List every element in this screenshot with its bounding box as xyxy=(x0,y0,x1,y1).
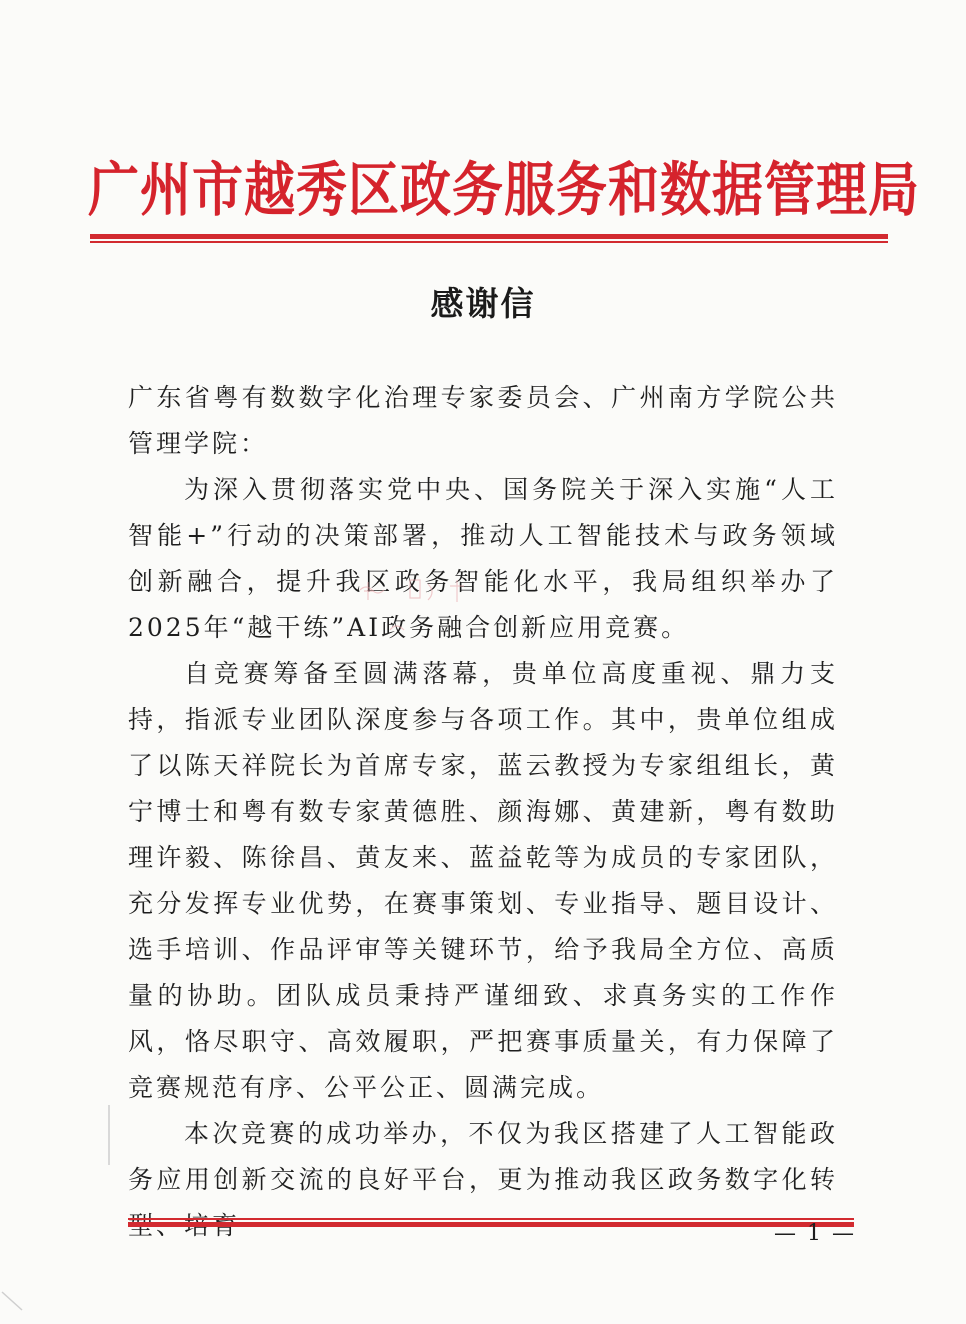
letter-paragraph-3: 本次竞赛的成功举办，不仅为我区搭建了人工智能政务应用创新交流的良好平台，更为推动我区政务数字化转 xyxy=(128,1119,838,1194)
header-rule-thick-line xyxy=(90,234,888,239)
letter-title: 感谢信 xyxy=(430,284,536,323)
scan-corner-mark xyxy=(0,1290,40,1320)
footer-rule-thin-line xyxy=(128,1218,854,1220)
organization-header-title: 广州市越秀区政务服务和数据管理局 xyxy=(88,156,921,225)
scan-edge-mark xyxy=(108,1105,110,1165)
letter-paragraph-2: 自竞赛筹备至圆满落幕，贵单位高度重视、鼎力支持，指派专业团队深度参与各项工作。其中，贵单位组成了以陈天祥院长为首席专家，蓝云教授为专家组组长，黄宁博士和粤有数专家黄德胜、颜海娜、黄建新，粤有数助理许毅、陈徐昌、黄友来、蓝益乾等为成员的专家团队，充分发挥专业优势，在赛事策划、专业指导、题目设计、选手培训、作品评审等关键环节，给予我局全方位、高质量的协助。团队成员秉持严谨细致、求真务实的工作作风，恪尽职守、高效履职，严把赛事质量关，有力保障了竞赛规范有序、公平公正、圆满完成。 xyxy=(128,659,838,1102)
letter-paragraph-1: 为深入贯彻落实党中央、国务院关于深入实施“人工智能+”行动的决策部署，推动人工智能技术与政务领域创新融合，提升我区政务智能化水平，我局组织举办了2025年“越干练”AI政务融合创新应用竞赛。 xyxy=(128,475,838,642)
header-rule-thin-line xyxy=(90,241,888,243)
header-red-rule xyxy=(90,234,888,244)
page-number: — 1 — xyxy=(774,1221,856,1246)
letter-body xyxy=(128,375,838,1249)
footer-rule-thick-line xyxy=(128,1222,854,1227)
letter-salutation: 广东省粤有数数字化治理专家委员会、广州南方学院公共管理学院： xyxy=(128,383,838,458)
footer-red-rule xyxy=(128,1218,854,1228)
